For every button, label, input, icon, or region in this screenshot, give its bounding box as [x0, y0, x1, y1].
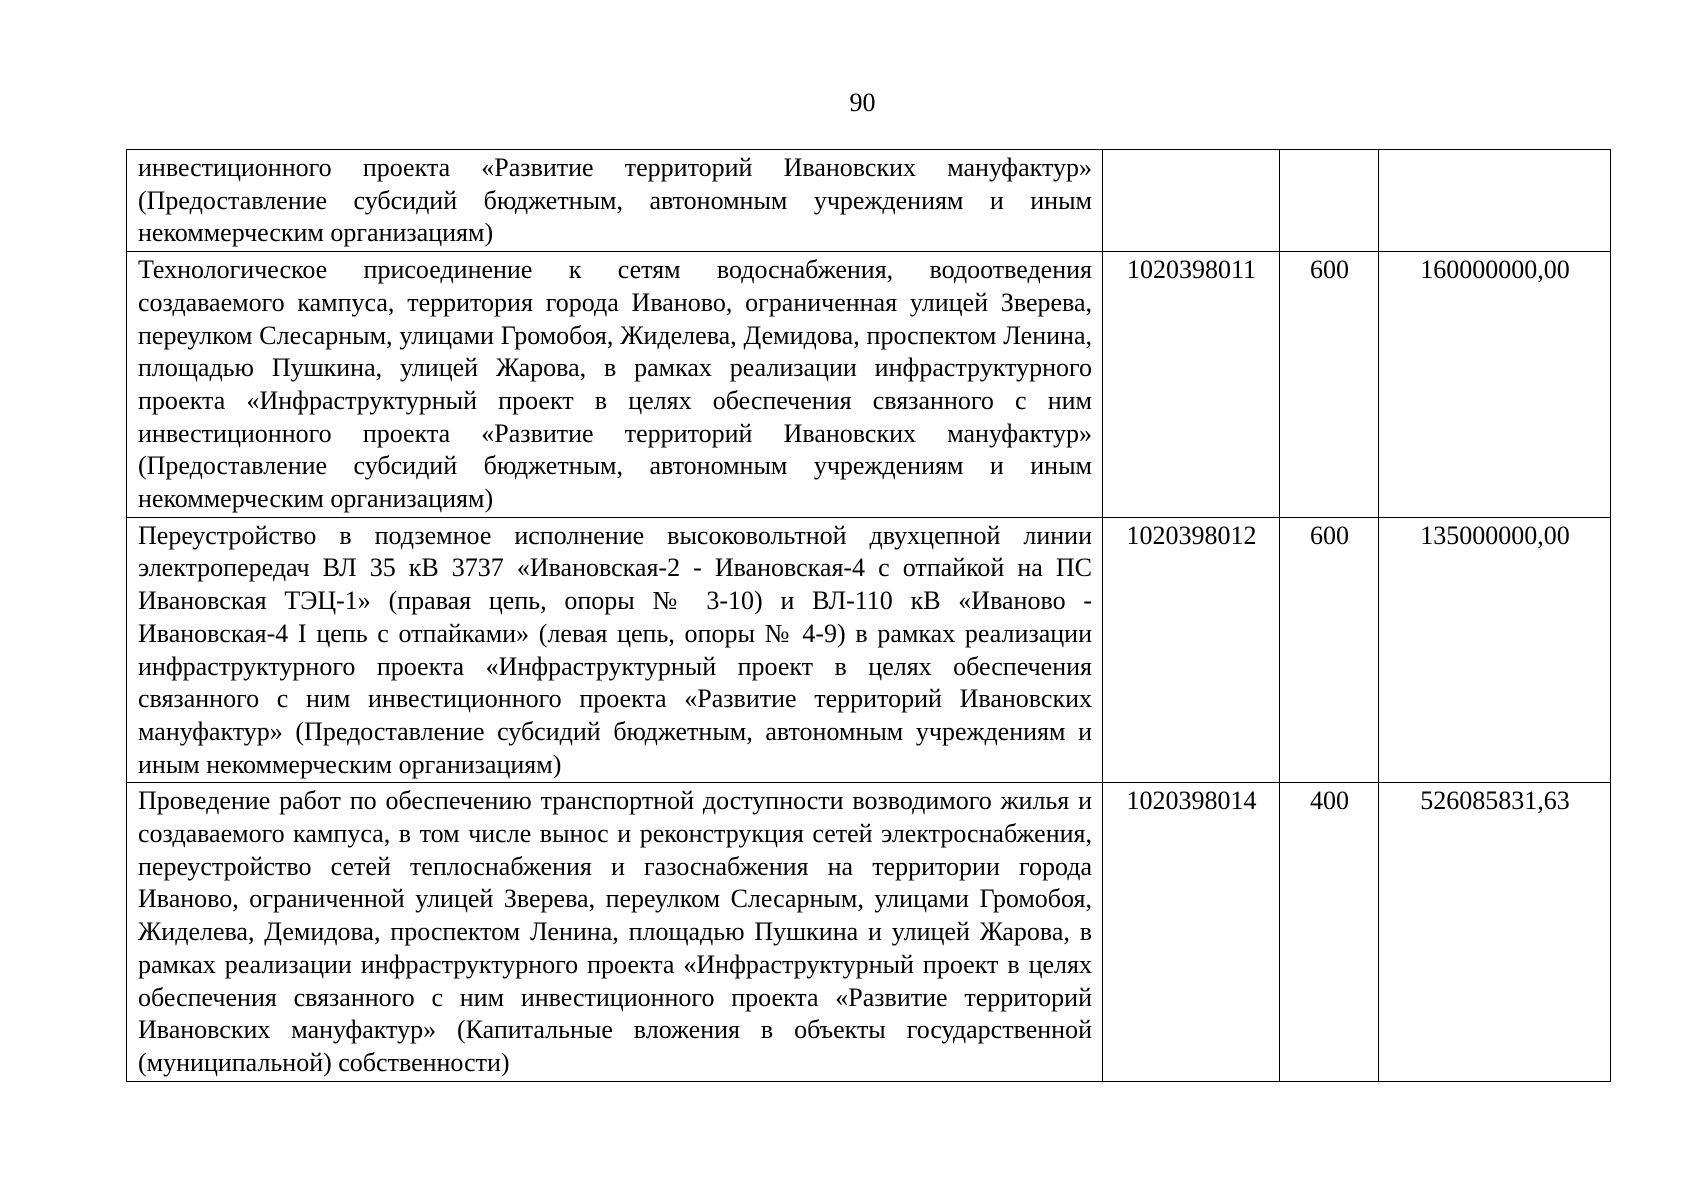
- row-description: инвестиционного проекта «Развитие территорий Ивановских мануфактур» (Предоставление субсидий бюджетным, автономным учреждениям и иным некоммерческим организациям): [127, 150, 1103, 252]
- row-description: Проведение работ по обеспечению транспортной доступности возводимого жилья и создаваемого кампуса, в том числе вынос и реконструкция сетей электроснабжения, переустройство сетей теплоснабжения и газоснабжения на территории города Иваново, ограниченной улицей Зверева, переулком Слесарным, улицами Громобоя, Жиделева, Демидова, проспектом Ленина, площадью Пушкина и улицей Жарова, в рамках реализации инфраструктурного проекта «Инфраструктурный проект в целях обеспечения связанного с ним инвестиционного проекта «Развитие территорий Ивановских мануфактур» (Капитальные вложения в объекты государственной (муниципальной) собственности): [127, 783, 1103, 1081]
- budget-table: [126, 149, 1611, 1082]
- row-target-code: [1103, 150, 1280, 252]
- row-target-code: 1020398011: [1103, 252, 1280, 518]
- table-row: [127, 150, 1611, 252]
- row-target-code: 1020398012: [1103, 517, 1280, 783]
- row-description: Технологическое присоединение к сетям водоснабжения, водоотведения создаваемого кампуса, территория города Иваново, ограниченная улицей Зверева, переулком Слесарным, улицами Громобоя, Жиделева, Демидова, проспектом Ленина, площадью Пушкина, улицей Жарова, в рамках реализации инфраструктурного проекта «Инфраструктурный проект в целях обеспечения связанного с ним инвестиционного проекта «Развитие территорий Ивановских мануфактур» (Предоставление субсидий бюджетным, автономным учреждениям и иным некоммерческим организациям): [127, 252, 1103, 518]
- table-row: [127, 252, 1611, 518]
- row-expense-type: 600: [1280, 517, 1379, 783]
- table-row: [127, 783, 1611, 1081]
- row-amount: [1379, 150, 1611, 252]
- row-amount: 135000000,00: [1379, 517, 1611, 783]
- row-expense-type: 600: [1280, 252, 1379, 518]
- row-amount: 526085831,63: [1379, 783, 1611, 1081]
- row-target-code: 1020398014: [1103, 783, 1280, 1081]
- row-description: Переустройство в подземное исполнение высоковольтной двухцепной линии электропередач ВЛ 35 кВ 3737 «Ивановская-2 - Ивановская-4 с отпайкой на ПС Ивановская ТЭЦ-1» (правая цепь, опоры № 3-10) и ВЛ-110 кВ «Иваново - Ивановская-4 I цепь с отпайками» (левая цепь, опоры № 4-9) в рамках реализации инфраструктурного проекта «Инфраструктурный проект в целях обеспечения связанного с ним инвестиционного проекта «Развитие территорий Ивановских мануфактур» (Предоставление субсидий бюджетным, автономным учреждениям и иным некоммерческим организациям): [127, 517, 1103, 783]
- row-expense-type: [1280, 150, 1379, 252]
- row-expense-type: 400: [1280, 783, 1379, 1081]
- page-number: 90: [849, 88, 876, 117]
- row-amount: 160000000,00: [1379, 252, 1611, 518]
- table-row: [127, 517, 1611, 783]
